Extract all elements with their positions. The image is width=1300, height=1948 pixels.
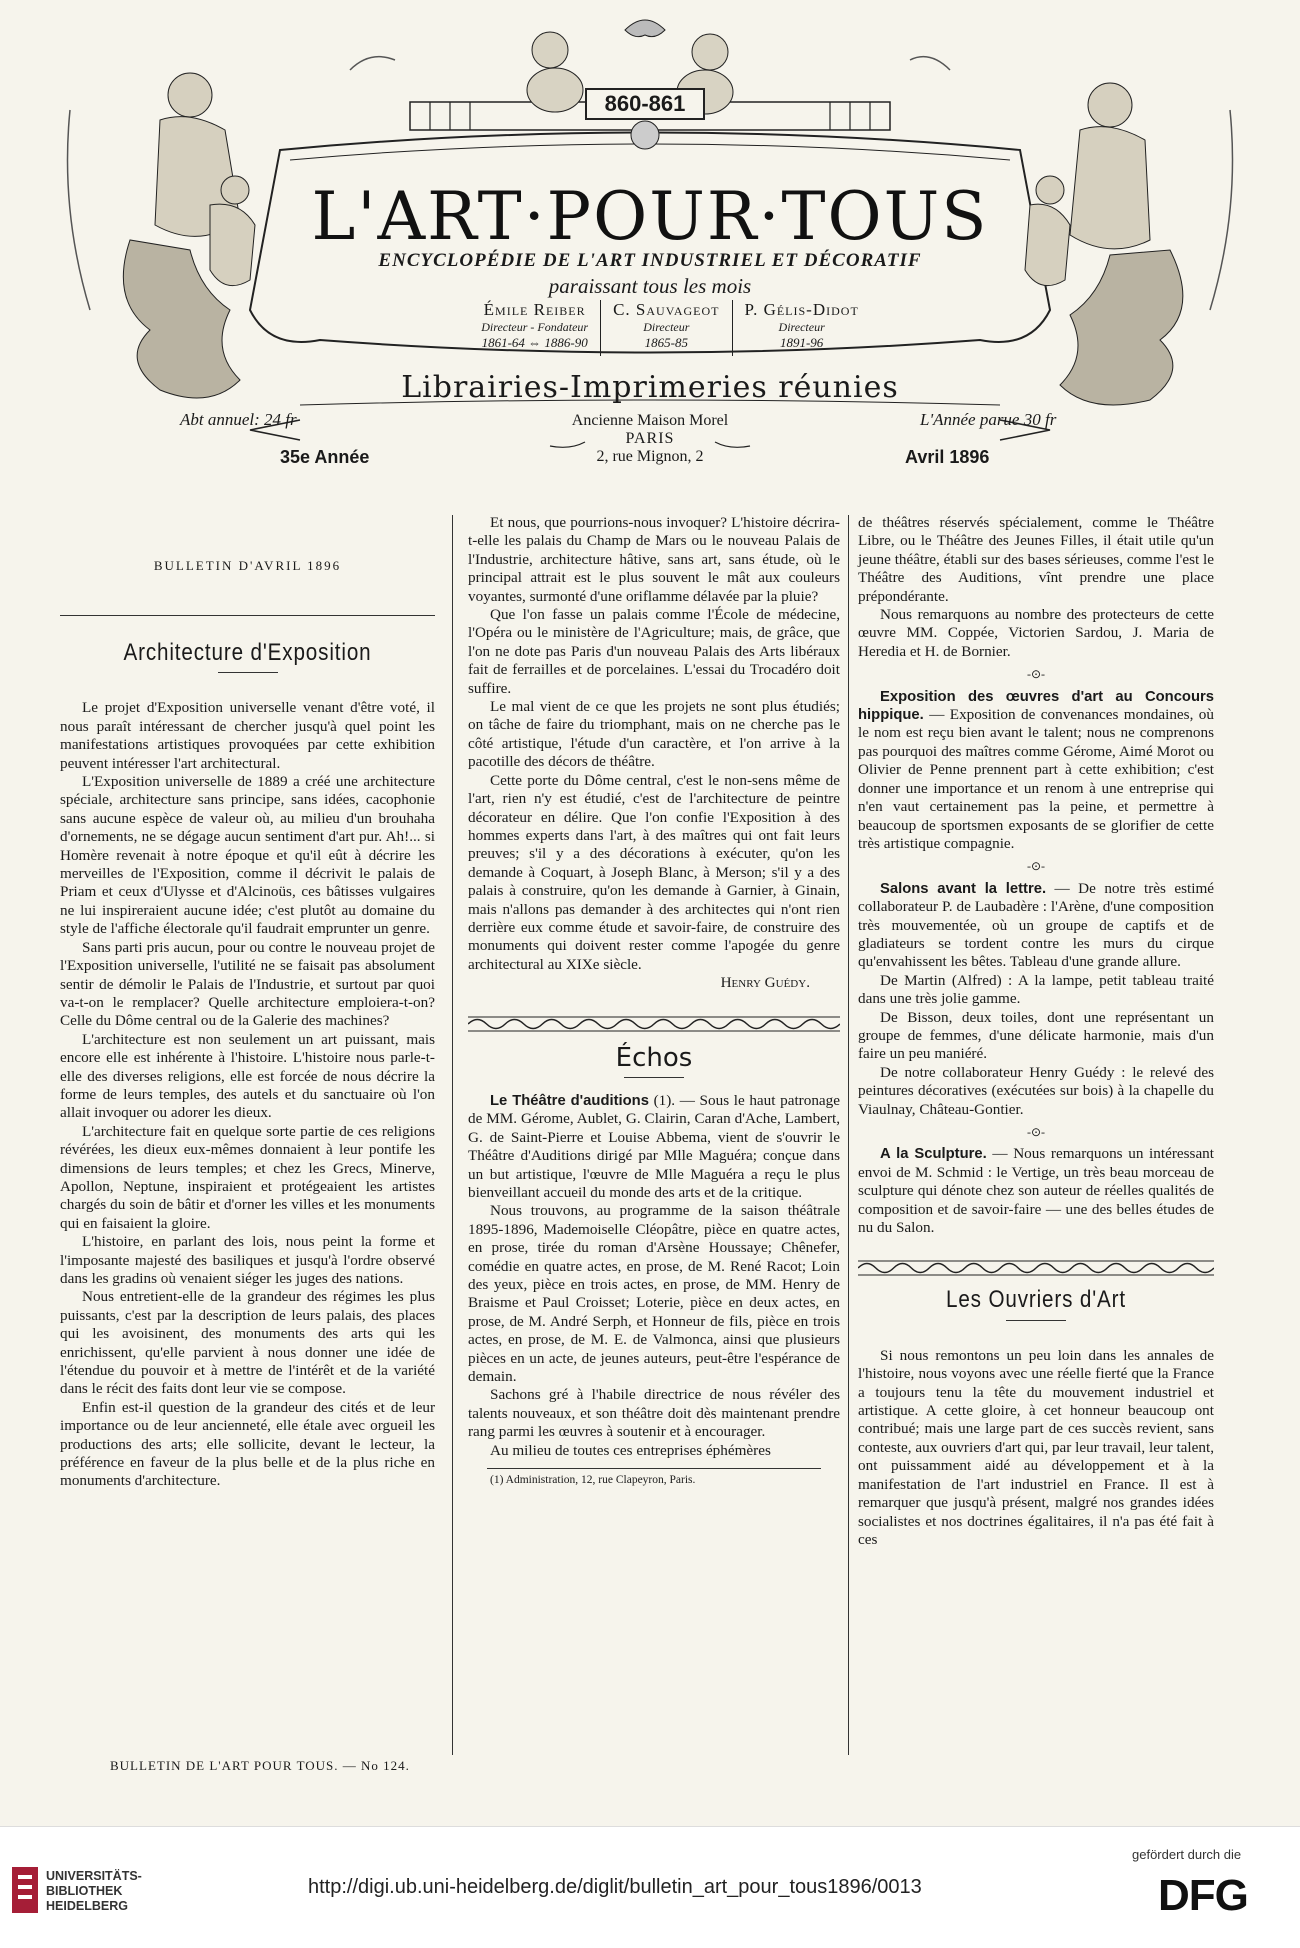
university-seal-icon — [10, 1865, 40, 1915]
column-2 — [468, 514, 840, 1487]
section-heading: Échos — [615, 1042, 693, 1073]
paragraph: Au milieu de toutes ces entreprises éphémères — [490, 1441, 771, 1459]
separator: -⊙- — [1026, 1125, 1046, 1139]
ornamental-frieze — [858, 1259, 1214, 1277]
publisher-name: Librairies-Imprimeries réunies — [401, 370, 899, 405]
section-heading: Les Ouvriers d'Art — [945, 1286, 1127, 1314]
paragraph: de théâtres réservés spécialement, comme le Théâtre Libre, ou le Théâtre des Jeunes Filles, il était utile qu'un jeune théâtre, établi sur des bases sérieuses, comme l'est le Théâtre des Auditions, vînt prendre une place prépondérante. — [858, 514, 1214, 605]
column-1 — [60, 515, 435, 1491]
library-name — [46, 1869, 142, 1914]
address-line-1: Ancienne Maison Morel — [571, 412, 729, 429]
library-name-line: HEIDELBERG — [46, 1899, 128, 1913]
footnote: (1) Administration, 12, rue Clapeyron, Paris. — [490, 1474, 696, 1487]
paragraph: L'architecture fait en quelque sorte partie de ces religions révérées, les dieux eux-mêmes donnaient à leur pontife les dimensions de leurs temples; et chez les Grecs, Minerve, Apollon, Neptune, inspiraient et protégeaient les artistes chargés du soin de bâtir et d'orner les villes et les monuments qui en faisaient la gloire. — [60, 1122, 435, 1232]
paragraph: Cette porte du Dôme central, c'est le non-sens même de l'art, rien n'y est étudié, c'est de l'architecture de peintre décorateur en délire. Que l'on confie l'Exposition à des hommes experts dans l'art, à des maîtres qui ont fait leurs preuves; s'il y a des décorations à exécuter, qu'on les demande à Coquart, à Joseph Blanc, à Merson; s'il y a des palais à construire, qu'on les demande à Garnier, à Ginain, mais n'allons pas demander à des architectes qui n'ont rien derrière eux comme étude et savoir-faire, de construire des monuments qui doivent rester comme l'apogée du genre architectural au XIXe siècle. — [468, 771, 840, 973]
item-lead: Exposition des œuvres d'art au Concours hippique. — [858, 688, 1214, 724]
paragraph: Que l'on fasse un palais comme l'École de médecine, l'Opéra ou le ministère de l'Agriculture; mais, de grâce, que l'on ne dote pas Paris d'un nouveau Palais des Arts libéraux fait de ferrailles et de porcelaines. L'essai du Trocadéro doit suffire. — [468, 606, 840, 697]
paragraph: — Nous remarquons un intéressant envoi de M. Schmid : le Vertige, un très beau morceau de sculpture qui dénote chez son auteur de réelles qualités de composition et de savoir-faire — une des belles études de nu du Salon. — [858, 1145, 1214, 1237]
column-rule — [452, 515, 453, 1755]
divider — [487, 1468, 822, 1469]
library-name-line: BIBLIOTHEK — [46, 1884, 123, 1898]
section-heading: Architecture d'Exposition — [123, 639, 372, 666]
journal-subtitle: ENCYCLOPÉDIE DE L'ART INDUSTRIEL ET DÉCORATIF — [378, 250, 922, 271]
divider — [60, 615, 435, 616]
paragraph: — De notre très estimé collaborateur P. de Laubadère : l'Arène, d'une composition très mouvementée, où un groupe de captifs et de gladiateurs se tordent contre les murs du cirque qu'envahissent les bêtes. Tableau d'une grande allure. — [858, 879, 1215, 971]
director-years: 1891-96 — [779, 335, 824, 350]
library-name-line: UNIVERSITÄTS- — [46, 1869, 142, 1883]
paragraph: L'Exposition universelle de 1889 a créé une architecture spéciale, architecture sans principe, sans idées, cacophonie sans aucune espèce de valeur où, au milieu d'un brouhaha d'ornements, ne se dégage aucun sentiment d'art pur. Ah!... si Homère revenait à notre époque et qu'il eût à décrire les merveilles de l'Exposition, comme il décrivit le palais de Priam et ceux d'Ulysse et d'Alcinoüs, ces bâtisses vulgaires ne lui inspireraient aucune idée; c'est plutôt au domaine du style de l'affiche électorale qu'il faudrait emprunter un genre. — [60, 773, 435, 938]
bulletin-footer: BULLETIN DE L'ART POUR TOUS. — No 124. — [110, 1758, 410, 1773]
volume-year: 35e Année — [280, 447, 370, 467]
viewer-footer-bar — [0, 1826, 1300, 1948]
directors — [430, 300, 910, 356]
paragraph: Nous trouvons, au programme de la saison théâtrale 1895-1896, Mademoiselle Cléopâtre, pièce en quatre actes, en prose, tirée du roman d'Arsène Houssaye; Chênefer, comédie en quatre actes, en prose, de M. René Racot; Loin des yeux, pièce en trois actes, en prose, de MM. Henry de Braisme et Paul Croisset; Loterie, pièce en deux actes, en prose, de M. André Serph, et Honneur de fils, pièce en trois actes, en prose, de M. E. de Valmonca, ainsi que plusieurs pièces en un acte, de jeunes auteurs, peut-être l'espérance de demain. — [468, 1202, 840, 1386]
paragraph: Si nous remontons un peu loin dans les annales de l'histoire, nous voyons avec une réelle fierté que la France a toujours tenu la tête du mouvement industriel et artistique. A cette gloire, à cet honneur beaucoup ont contribué; mais une large part de ces succès revient, sans conteste, aux ouvriers d'art qui, par leur travail, leur talent, ont puissamment aidé au développement et à la manifestation de l'art industriel en France. Il est à remarquer que jusqu'à présent, malgré nos grandes idées socialistes et nos doctrines égalitaires, il n'a pas été fait à ces — [858, 1346, 1214, 1548]
paragraph: Sans parti pris aucun, pour ou contre le nouveau projet de l'Exposition universelle, l'utilité ne se faisait pas absolument sentir de démolir le Palais de l'Industrie, et surtout par quoi va-t-on le remplacer? Quelle architecture emploiera-t-on? Celle du Dôme central ou de la Galerie des machines? — [60, 938, 435, 1030]
director-name: Émile Reiber — [483, 300, 586, 319]
address-line-2: PARIS — [625, 430, 675, 447]
item-lead: Le Théâtre d'auditions — [490, 1092, 649, 1109]
item-lead: A la Sculpture. — [880, 1146, 987, 1163]
paragraph: — Exposition de convenances mondaines, où le nom est reçu bien avant le talent; nous ne comprenons pas pourquoi des maîtres comme Gérome, Aimé Morot ou Olivier de Penne prennent part à cette exhibition; c'est donner une importance et un renom à une entreprise qui n'en vaut certainement pas la peine, et permettre à beaucoup de sportsmen exposants de se glorifier de cette très artistique compagnie. — [858, 706, 1214, 852]
separator: -⊙- — [1026, 859, 1046, 874]
paragraph: De Bisson, deux toiles, dont une représentant un groupe de femmes, d'une délicate harmonie, mais d'un faire un peu maniéré. — [858, 1008, 1214, 1063]
director-2 — [600, 300, 731, 356]
column-3 — [858, 514, 1214, 1549]
separator: -⊙- — [1026, 667, 1046, 682]
author-signature: Henry Guédy. — [720, 974, 810, 992]
journal-title: L'ART·POUR·TOUS — [311, 178, 989, 255]
address-line-3: 2, rue Mignon, 2 — [596, 448, 704, 465]
column-rule — [848, 515, 849, 1755]
paragraph: L'histoire, en parlant des lois, nous peint la forme et l'imposante majesté des basiliques et jusqu'à l'ordre observé dans les gradins où venaient siéger les juges des nations. — [60, 1233, 435, 1287]
paragraph: Nous remarquons au nombre des protecteurs de cette œuvre MM. Coppée, Victorien Sardou, J. Maria de Heredia et H. de Bornier. — [858, 606, 1214, 660]
frequency-line: paraissant tous les mois — [548, 274, 752, 298]
paragraph: Le mal vient de ce que les projets ne sont plus étudiés; on tâche de faire du triomphant, mais on ne cherche pas le côté artistique, l'étude d'un caractère, et l'on arrive à la pacotille des décors de théâtre. — [468, 698, 840, 771]
annual-price: Abt annuel: 24 fr — [180, 410, 297, 429]
issue-month: Avril 1896 — [905, 447, 990, 467]
paragraph: Et nous, que pourrions-nous invoquer? L'histoire décrira-t-elle les palais du Champ de Mars ou le nouveau Palais de l'Industrie, architecture hâtive, sans art, sans étude, où le principal attrait est le plus souvent le mât aux couleurs voyantes, surmonté d'une oriflamme délavée par la pluie? — [468, 514, 840, 605]
item-lead: Salons avant la lettre. — [880, 880, 1047, 897]
back-issue-price: L'Année parue 30 fr — [920, 410, 1057, 429]
paragraph: De Martin (Alfred) : A la lampe, petit tableau traité dans une très jolie gamme. — [858, 971, 1214, 1008]
director-role: Directeur - Fondateur — [481, 320, 589, 334]
paragraph: Enfin est-il question de la grandeur des cités et de leur importance ou de leur ancienneté, elle étale avec orgueil les productions des arts; elle sollicite, devant le lecteur, la préférence en faveur de la plus belle et de la plus riche en monuments d'architecture. — [60, 1398, 435, 1490]
director-name: P. Gélis-Didot — [744, 300, 859, 319]
paragraph: De notre collaborateur Henry Guédy : le relevé des peintures décoratives (exécutées sur bois) à la chapelle du Viaulnay, Château-Gontier. — [858, 1063, 1214, 1118]
director-3 — [732, 300, 871, 356]
dfg-logo: DFG — [1158, 1871, 1248, 1920]
bulletin-date: BULLETIN D'AVRIL 1896 — [153, 558, 342, 573]
paragraph: L'architecture est non seulement un art puissant, mais encore elle est inhérente à l'histoire. L'histoire nous parle-t-elle des diverses religions, elle est forcée de nous décrire la forme de leurs temples, des autels et du sanctuaire où l'on allait invoquer ou adorer les dieux. — [60, 1030, 435, 1122]
director-1 — [469, 300, 600, 356]
director-role: Directeur — [778, 320, 825, 334]
paragraph: Le projet d'Exposition universelle venant d'être voté, il nous paraît intéressant de chercher jusqu'à quel point les manifestations artistiques provoquées par cette exhibition peuvent intéresser l'art architectural. — [60, 699, 435, 772]
director-role: Directeur — [643, 320, 690, 334]
ornamental-frieze — [468, 1015, 840, 1033]
director-years: 1861-64 ⇔ 1886-90 — [481, 335, 588, 350]
issue-pages: 860-861 — [585, 88, 705, 120]
director-years: 1865-85 — [644, 335, 688, 350]
masthead — [50, 10, 1250, 465]
permalink-url[interactable]: http://digi.ub.uni-heidelberg.de/diglit/bulletin_art_pour_tous1896/0013 — [308, 1876, 922, 1898]
funding-note: gefördert durch die — [1132, 1847, 1242, 1862]
paragraph: (1). — Sous le haut patronage de MM. Gérome, Aublet, G. Clairin, Caran d'Ache, Lambert, G. de Saint-Pierre et Louise Abbema, vient de s'ouvrir le Théâtre d'Auditions dirigé par Mlle Maguéra; conçue dans un but artistique, l'œuvre de Mlle Maguéra a reçu le plus bienveillant accueil du monde des arts et de la critique. — [468, 1091, 840, 1201]
director-name: C. Sauvageot — [613, 300, 720, 319]
paragraph: Nous entretient-elle de la grandeur des régimes les plus puissants, c'est par la description de leurs palais, des places qui les avoisinent, des monuments des arts qui les enrichissent, qu'elle parvient à nous donner une idée de l'étendue du pouvoir et à mettre de l'intérêt et de la variété dans le récit des faits dont leur vie se compose. — [60, 1288, 435, 1398]
paragraph: Sachons gré à l'habile directrice de nous révéler des talents nouveaux, et son théâtre doit dès maintenant prendre rang parmi les œuvres à soutenir et à encourager. — [468, 1386, 840, 1441]
